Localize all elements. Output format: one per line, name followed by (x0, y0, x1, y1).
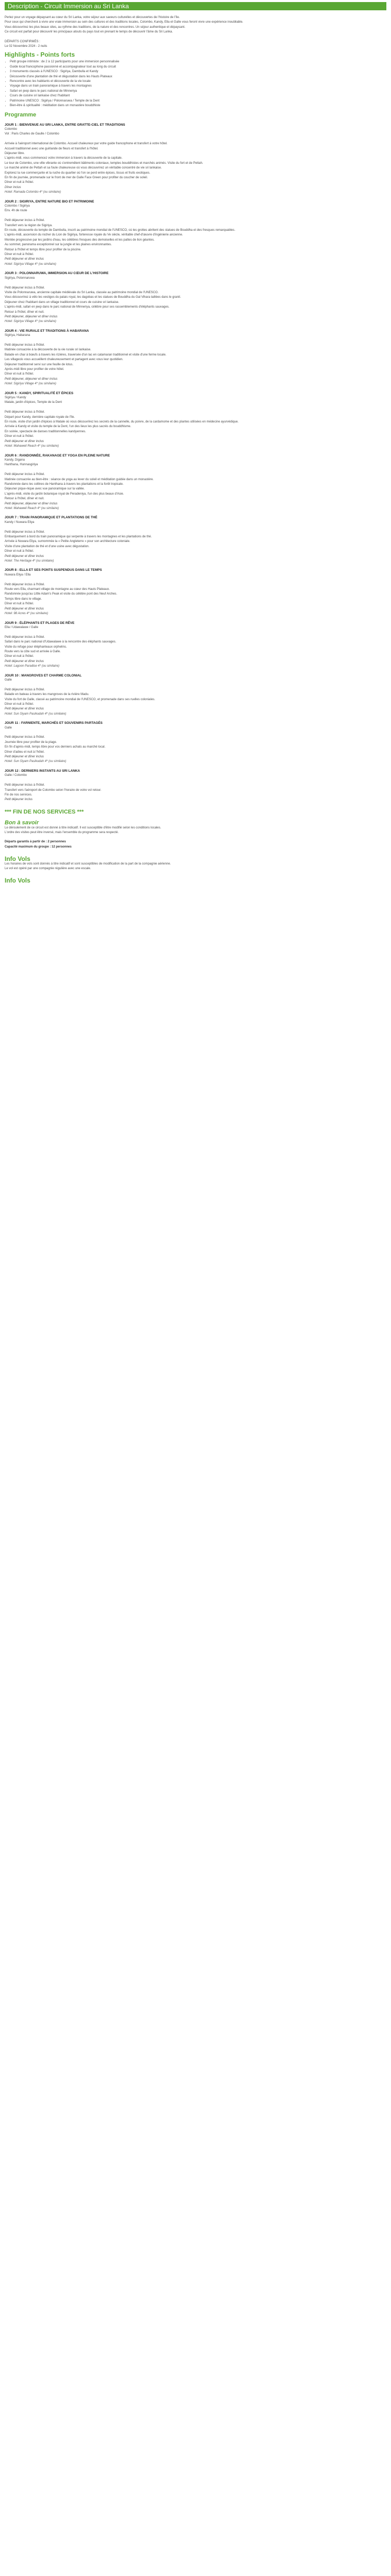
day-line: Colombo (5, 127, 18, 131)
day-meals: Petit déjeuner et dîner inclus (5, 439, 44, 443)
good-to-know-heading: Bon à savoir (5, 820, 39, 826)
day-line (5, 778, 386, 783)
day-line (5, 683, 386, 687)
day-line: Petit déjeuner inclus à l'hôtel. (5, 784, 45, 787)
day-line (5, 214, 386, 218)
day-line: Randonnée dans les collines de Hanthana à travers les plantations et la forêt tropicale. (5, 482, 124, 486)
day-line: Sigiriya, Polonnaruwa (5, 276, 35, 280)
day-hotel: Hotel: Mahaweli Reach 4* (ou similaire) (5, 506, 59, 510)
day-block (5, 123, 386, 195)
day-line (5, 338, 386, 343)
day-line: Balade en bateau à travers les mangroves de la rivière Madu. (5, 693, 89, 697)
highlight-item: • Patrimoine UNESCO : Sigiriya / Polonnaruwa / Temple de la Dent (10, 99, 386, 104)
day-line: Vol : Paris Charles de Gaulle / Colombo (5, 132, 59, 136)
day-block (5, 391, 386, 449)
day-line: Petit déjeuner inclus à l'hôtel. (5, 286, 45, 290)
day-line: Randonnée jusqu'au Little Adam's Peak et visite du célèbre pont des Neuf Arches. (5, 592, 118, 596)
day-line: Nuwara Eliya / Ella (5, 573, 31, 577)
day-block (5, 329, 386, 387)
day-line: Matinée consacrée à la découverte de la vie rurale sri lankaise. (5, 348, 91, 352)
group-line: Capacité maximum du groupe : 12 personnes (5, 845, 72, 849)
day-line: Petit déjeuner inclus à l'hôtel. (5, 736, 45, 739)
day-block (5, 271, 386, 324)
highlight-item: • Découverte d'une plantation de thé et dégustation dans les Hauts Plateaux (10, 75, 386, 79)
day-line: Sigiriya, Habarana (5, 334, 30, 337)
day-meals: Petit déjeuner et dîner inclus (5, 659, 44, 663)
day-line: Dîner d'adieu et nuit à l'hôtel. (5, 750, 45, 754)
day-title: JOUR 2 : SIGIRIYA, ENTRE NATURE BIO ET PATRIMOINE (5, 199, 94, 204)
flight-info-heading: Info Vols (5, 855, 30, 863)
day-line: L'après-midi, ascension du rocher du Lion de Sigiriya, forteresse royale du Ve siècle, véritable chef-d'œuvre d'ingénierie ancienne. (5, 233, 183, 237)
day-line: Petit déjeuner inclus à l'hôtel. (5, 219, 45, 223)
day-line: Retour à l'hôtel, dîner et nuit. (5, 310, 44, 314)
day-hotel: Hotel: The Heritage 4* (ou similaire) (5, 560, 54, 563)
day-line: Transfert vers la région de Sigiriya. (5, 224, 53, 227)
highlight-item: • 3 monuments classés à l'UNESCO : Sigiriya, Dambulla et Kandy (10, 70, 386, 74)
day-line: Déjeuner chez l'habitant dans un village traditionnel et cours de cuisine sri lankaise. (5, 300, 119, 304)
day-title: JOUR 5 : KANDY, SPIRITUALITÉ ET ÉPICES (5, 391, 74, 395)
highlight-item: • Guide local francophone passionné et accompagnateur tout au long du circuit (10, 65, 386, 70)
day-title: JOUR 4 : VIE RURALE ET TRADITIONS À HABARANA (5, 329, 89, 333)
day-line: Arrivée à l'aéroport international de Colombo. Accueil chaleureux par votre guide francophone et transfert à votre hôtel. (5, 142, 168, 146)
day-line: Safari dans le parc national d'Udawalawe à la rencontre des éléphants sauvages. (5, 640, 117, 644)
day-meals: Petit déjeuner, déjeuner et dîner inclus (5, 502, 58, 505)
day-line: Petit déjeuner inclus à l'hôtel. (5, 343, 45, 347)
day-title: JOUR 12 : DERNIERS INSTANTS AU SRI LANKA (5, 769, 80, 773)
day-line: Déjeuner pique-nique avec vue panoramique sur la vallée. (5, 487, 85, 491)
day-line: Petit déjeuner inclus à l'hôtel. (5, 635, 45, 639)
day-block (5, 515, 386, 564)
day-line: Petit déjeuner inclus à l'hôtel. (5, 473, 45, 477)
day-line: Dîner et nuit à l'hôtel. (5, 703, 34, 706)
day-line: En route, visite d'un jardin d'épices à Matale où vous découvrirez les secrets de la cannelle, du poivre, de la cardamome et des plantes utilisées en médecine ayurvédique. (5, 420, 239, 424)
day-line: En fin d'après-midi, temps libre pour vos derniers achats au marché local. (5, 745, 106, 749)
day-line: Kandy, Digana (5, 458, 25, 462)
day-line: Transfert vers l'aéroport de Colombo selon l'horaire de votre vol retour. (5, 788, 102, 792)
intro-paragraph: Ce circuit est parfait pour découvrir les principaux atouts du pays tout en prenant le temps de découvrir l'âme du Sri Lanka. (5, 30, 173, 34)
day-line: Dîner et nuit à l'hôtel. (5, 435, 34, 438)
day-line: Explorez la rue commerçante et la ruche du quartier où l'on se perd entre épices, tissus et fruits exotiques. (5, 171, 151, 175)
intro (5, 15, 386, 35)
day-line: Après-midi libre pour profiter de votre hôtel. (5, 368, 64, 371)
day-title: JOUR 1 : BIENVENUE AU SRI LANKA, ENTRE GRATTE-CIEL ET TRADITIONS (5, 123, 125, 127)
day-line (5, 468, 386, 472)
day-line: Hanthana, Hunnasgiriya (5, 463, 38, 467)
day-line (5, 578, 386, 582)
day-meals: Petit déjeuner et dîner inclus (5, 707, 44, 711)
day-hotel: Hotel: Ramada Colombo 4* (ou similaire) (5, 191, 61, 194)
intro-paragraph: Vous découvrirez les plus beaux sites, au rythme des traditions, de la nature et des rencontres. Un séjour authentique et dépaysant. (5, 25, 186, 29)
group-line: Départs garantis à partir de : 2 personnes (5, 840, 66, 844)
day-block (5, 769, 386, 803)
day-line (5, 731, 386, 735)
day-block (5, 199, 386, 267)
day-line: Dîner et nuit à l'hôtel. (5, 655, 34, 658)
day-line: L'après-midi, safari en jeep dans le parc national de Minneriya, célèbre pour ses rassemblements d'éléphants sauvages. (5, 306, 170, 309)
day-meals: Petit déjeuner et dîner inclus (5, 607, 44, 611)
day-line: Vous découvrirez à vélo les vestiges du palais royal, les dagobas et les statues de Bouddha du Gal Vihara taillées dans le granit. (5, 296, 181, 299)
day-line: Galle (5, 726, 12, 730)
day-line: Départ pour Kandy, dernière capitale royale de l'île. (5, 415, 75, 419)
day-block (5, 721, 386, 765)
day-line (5, 137, 386, 142)
day-line (5, 281, 386, 285)
notes (5, 826, 386, 836)
highlight-item: • Petit groupe intimiste : de 2 à 12 participants pour une immersion personnalisée (10, 60, 386, 64)
day-hotel: Hotel: 98 Acres 4* (ou similaire) (5, 612, 48, 616)
day-hotel: Hotel: Sigiriya Village 4* (ou similaire) (5, 320, 56, 324)
day-hotel: Hotel: Sigiriya Village 4* (ou similaire) (5, 262, 56, 266)
highlight-item: • Bien-être & spiritualité : méditation dans un monastère bouddhiste (10, 104, 386, 108)
page (0, 0, 391, 884)
day-meals: Petit déjeuner et dîner inclus (5, 258, 44, 261)
day-line: Au sommet, panorama exceptionnel sur la jungle et les plaines environnantes. (5, 243, 112, 247)
day-line: Matale, jardin d'épices, Temple de la Dent (5, 401, 62, 404)
day-line: Retour à l'hôtel et temps libre pour profiter de la piscine. (5, 248, 82, 251)
day-line: Les villageois vous accueillent chaleureusement et partagent avec vous leur quotidien. (5, 358, 123, 362)
day-meals: Petit déjeuner et dîner inclus (5, 554, 44, 558)
day-line: Dîner et nuit à l'hôtel. (5, 602, 34, 606)
day-line (5, 630, 386, 635)
day-line: Embarquement à bord du train panoramique qui serpente à travers les montagnes et les plantations de thé. (5, 535, 152, 538)
day-line: En soirée, spectacle de danses traditionnelles kandyennes. (5, 430, 86, 433)
day-line: Dîner et nuit à l'hôtel. (5, 550, 34, 553)
intro-paragraph: Pour ceux qui cherchent à vivre une vraie immersion au sein des cultures et des traditions locales, Colombo, Kandy, Ella et Galle vous feront vivre une expérience inoubliable. (5, 21, 243, 24)
highlights-heading: Highlights - Points forts (5, 51, 75, 59)
day-block (5, 568, 386, 616)
highlight-item: • Voyage dans un train panoramique à travers les montagnes (10, 84, 386, 89)
day-line: Route vers la côte sud et arrivée à Galle. (5, 650, 61, 653)
day-title: JOUR 8 : ELLA ET SES PONTS SUSPENDUS DANS LE TEMPS (5, 568, 102, 572)
highlights-list (5, 60, 386, 108)
note-line: Le déroulement de ce circuit est donné à titre indicatif. Il est susceptible d'être modifié selon les conditions locales. (5, 826, 161, 829)
day-line: Visite du fort de Galle, classé au patrimoine mondial de l'UNESCO, et promenade dans ses ruelles coloniales. (5, 698, 155, 701)
day-block (5, 673, 386, 717)
day-meals: Petit déjeuner, déjeuner et dîner inclus (5, 377, 58, 381)
day-line: Arrivée à Nuwara Eliya, surnommée la « Petite Angleterre » pour son architecture coloniale. (5, 540, 131, 544)
days (5, 123, 386, 803)
day-line: Galle / Colombo (5, 774, 27, 777)
day-meals: Petit déjeuner inclus (5, 798, 33, 802)
day-line: Dîner et nuit à l'hôtel. (5, 253, 34, 257)
day-title: JOUR 9 : ÉLÉPHANTS ET PLAGES DE RÊVE (5, 621, 75, 625)
day-title: JOUR 10 : MANGROVES ET CHARME COLONIAL (5, 673, 82, 677)
day-line: Galle (5, 678, 12, 682)
day-line: Journée libre pour profiter de la plage. (5, 740, 57, 744)
day-title: JOUR 11 : FARNIENTE, MARCHÉS ET SOUVENIRS PARTAGÉS (5, 721, 103, 725)
day-hotel: Hotel: Mahaweli Reach 4* (ou similaire) (5, 445, 59, 448)
highlight-item: • Rencontre avec les habitants et découverte de la vie locale (10, 79, 386, 84)
flight-info-heading-2: Info Vols (5, 877, 30, 885)
day-line: Visite du refuge pour éléphanteaux orphelins. (5, 645, 67, 649)
day-line: Accueil traditionnel avec une guirlande de fleurs et transfert à l'hôtel. (5, 147, 99, 150)
day-line: Le tour de Colombo, une ville vibrante où s'entremêlent bâtiments coloniaux, temples bouddhistes et marchés animés. Visite du fort et de Pettah. (5, 161, 203, 165)
highlight-item: • Cours de cuisine sri lankaise chez l'habitant (10, 94, 386, 98)
day-line (5, 525, 386, 530)
day-block (5, 621, 386, 669)
departures (5, 40, 386, 49)
day-title: JOUR 6 : RANDONNÉE, RAKANAGE ET YOGA EN PLEINE NATURE (5, 453, 110, 457)
day-line: Montée progressive par les jardins d'eau, les célèbres fresques des demoiselles et les pattes de lion géantes. (5, 238, 155, 242)
day-title: JOUR 7 : TRAIN PANORAMIQUE ET PLANTATIONS DE THÉ (5, 516, 97, 520)
day-line: Dîner et nuit à l'hôtel. (5, 181, 34, 184)
flight-info-line: Le vol est opéré par une compagnie régulière avec une escale. (5, 867, 91, 870)
day-line: Le marché animé de Pettah et sa foule chaleureuse où vous découvrirez un véritable concentré de vie sri lankaise. (5, 166, 162, 170)
flight-info-line: Les horaires de vols sont donnés à titre indicatif et sont susceptibles de modification de la part de la compagnie aérienne. (5, 862, 171, 866)
group-info (5, 840, 386, 850)
day-hotel: Hotel: Lagoon Paradise 4* (ou similaire) (5, 665, 60, 668)
day-line: Petit déjeuner inclus à l'hôtel. (5, 688, 45, 691)
day-line: Ella / Udawalawe / Galle (5, 625, 39, 629)
day-line: Petit déjeuner inclus à l'hôtel. (5, 530, 45, 534)
day-meals: Petit déjeuner et dîner inclus (5, 755, 44, 759)
day-line: Arrivée à Kandy et visite du temple de la Dent, l'un des lieux les plus sacrés du bouddhisme. (5, 425, 132, 429)
day-line: Visite de Polonnaruwa, ancienne capitale médiévale du Sri Lanka, classée au patrimoine mondial de l'UNESCO. (5, 291, 159, 294)
note-line: L'ordre des visites peut être inversé, mais l'ensemble du programme sera respecté. (5, 831, 119, 834)
day-line: Petit déjeuner inclus à l'hôtel. (5, 411, 45, 414)
day-line: L'après-midi, visite du jardin botanique royal de Peradeniya, l'un des plus beaux d'Asie. (5, 492, 124, 496)
day-title: JOUR 3 : POLONNARUWA, IMMERSION AU CŒUR DE L'HISTOIRE (5, 272, 109, 276)
page-title: Description - Circuit Immersion au Sri Lanka (5, 2, 386, 10)
day-line: Visite d'une plantation de thé et d'une usine avec dégustation. (5, 545, 90, 548)
day-line: Env. 4h de route (5, 209, 27, 213)
flight-info (5, 862, 386, 872)
day-hotel: Hotel: Sun Siyam Pasikudah 4* (ou similaire) (5, 712, 67, 716)
day-line: En fin de journée, promenade sur le front de mer de Galle Face Green pour profiter du coucher de soleil. (5, 176, 148, 179)
day-block (5, 453, 386, 512)
day-line: En route, découverte du temple de Dambulla, inscrit au patrimoine mondial de l'UNESCO, où les grottes abritent des statues de Bouddha et des fresques remarquables. (5, 229, 236, 232)
highlight-item: • Safari en jeep dans le parc national de Minneriya (10, 89, 386, 94)
day-line: Kandy / Nuwara Eliya (5, 520, 35, 524)
departure-line: Le 02 Novembre 2024 - 2 nuits (5, 45, 47, 48)
day-line: L'après-midi, vous commencez votre immersion à travers la découverte de la capitale. (5, 157, 123, 160)
day-line: Sigiriya / Kandy (5, 396, 26, 400)
day-hotel: Hotel: Sun Siyam Pasikudah 4* (ou similaire) (5, 760, 67, 764)
day-line: Déjeuner libre. (5, 151, 25, 155)
day-line: Dîner et nuit à l'hôtel. (5, 372, 34, 376)
day-meals: Dîner inclus (5, 185, 21, 189)
day-meals: Petit déjeuner, déjeuner et dîner inclus (5, 315, 58, 318)
day-line: Retour à l'hôtel, dîner et nuit. (5, 497, 44, 501)
day-line: Petit déjeuner inclus à l'hôtel. (5, 583, 45, 586)
day-line: Balade en char à bœufs à travers les rizières, traversée d'un lac en catamaran traditionnel et visite d'une ferme locale. (5, 353, 167, 357)
day-line: Route vers Ella, charmant village de montagne au cœur des Hauts Plateaux. (5, 588, 110, 591)
day-line: Temps libre dans le village. (5, 597, 42, 601)
day-hotel: Hotel: Sigiriya Village 4* (ou similaire) (5, 382, 56, 386)
day-line (5, 405, 386, 410)
programme-heading: Programme (5, 111, 37, 118)
day-line: Fin de nos services. (5, 793, 32, 796)
day-line: Déjeuner traditionnel servi sur une feuille de lotus. (5, 363, 74, 366)
day-line: Colombo / Sigiriya (5, 205, 30, 208)
day-line: Matinée consacrée au bien-être : séance de yoga au lever du soleil et méditation guidée dans un monastère. (5, 478, 154, 481)
end-of-services: *** FIN DE NOS SERVICES *** (5, 808, 84, 815)
intro-paragraph: Perlez pour un voyage dépaysant au cœur du Sri Lanka, votre séjour aux saveurs culturelles et découvertes de l'histoire de l'île. (5, 16, 180, 19)
departure-line: DÉPARTS CONFIRMÉS : (5, 40, 40, 43)
